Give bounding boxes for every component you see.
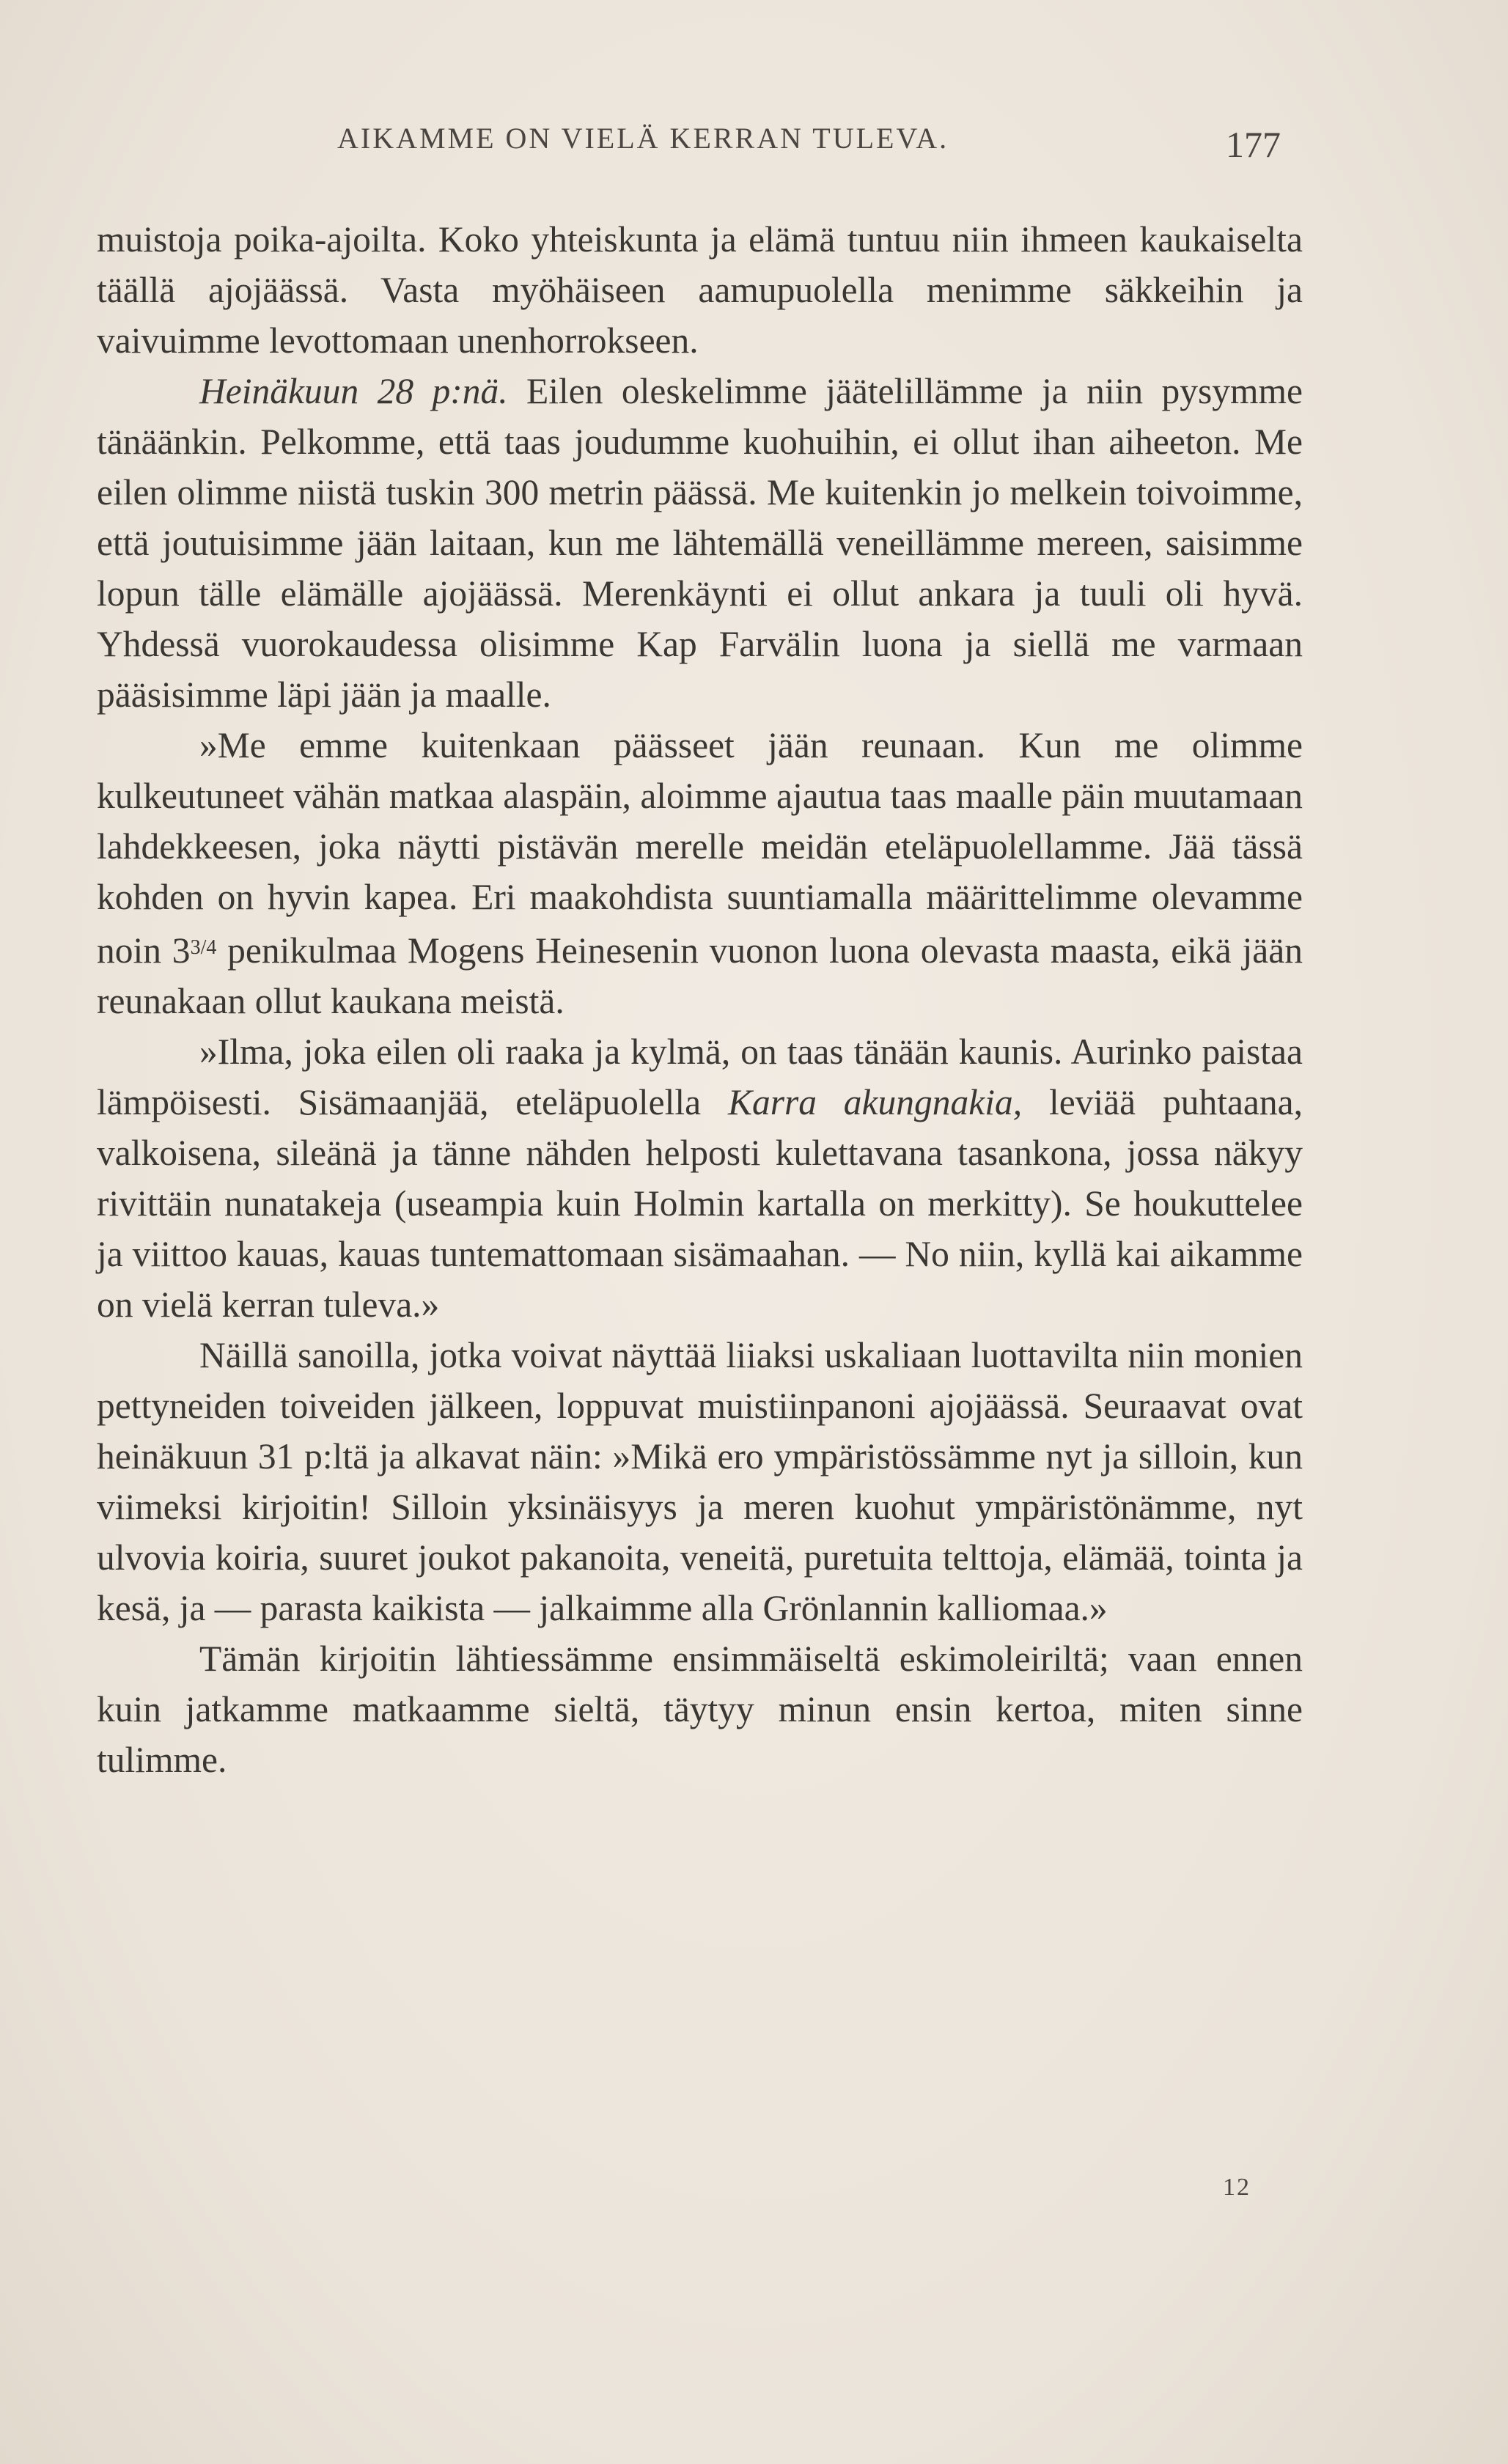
body-text [97,214,1303,1785]
page-number: 177 [1226,124,1281,165]
paragraph-4 [97,1026,1303,1330]
paragraph-1: muistoja poika-ajoilta. Koko yhteiskunta ja elämä tuntuu niin ihmeen kaukaiselta täällä ajojäässä. Vasta myöhäiseen aamupuolella menimme säkkeihin ja vaivuimme levottomaan unenhorrokseen. [97,219,1303,361]
paragraph-6: Tämän kirjoitin lähtiessämme ensimmäiseltä eskimoleiriltä; vaan ennen kuin jatkamme matkaamme sieltä, täytyy minun ensin kertoa, miten sinne tulimme. [97,1639,1303,1780]
paragraph-4-text-a: »Ilma, joka eilen oli raaka ja kylmä, on taas tänään kaunis. Aurinko paistaa lämpöisesti. Sisämaanjää, eteläpuolella [97,1031,1303,1122]
running-header: AIKAMME ON VIELÄ KERRAN TULEVA. [337,122,949,155]
signature-mark: 12 [1223,2174,1251,2201]
paragraph-2 [97,366,1303,720]
paragraph-2-text: Eilen oleskelimme jäätelillämme ja niin pysymme tänäänkin. Pelkomme, että taas joudumme kuohuihin, ei ollut ihan aiheeton. Me eilen olimme niistä tuskin 300 metrin päässä. Me kuitenkin jo melkein toivoimme, että joutuisimme jään laitaan, kun me lähtemällä veneillämme mereen, saisimme lopun tälle elämälle ajojäässä. Merenkäynti ei ollut ankara ja tuuli oli hyvä. Yhdessä vuorokaudessa olisimme Kap Farvälin luona ja siellä me varmaan pääsisimme läpi jään ja maalle. [97,371,1303,715]
date-heading: Heinäkuun 28 p:nä. [199,371,508,411]
paragraph-4-text-b: leviää puhtaana, valkoisena, sileänä ja tänne nähden helposti kulettavana tasankona, jossa näkyy rivittäin nunatakeja (useampia kuin Holmin kartalla on merkitty). Se houkuttelee ja viittoo kauas, kauas tuntemattomaan sisämaahan. — No niin, kyllä kai aikamme on vielä kerran tuleva.» [97,1082,1303,1325]
paragraph-3 [97,720,1303,1026]
paragraph-3-text-b: penikulmaa Mogens Heinesenin vuonon luona olevasta maasta, eikä jään reunakaan ollut kaukana meistä. [97,930,1303,1021]
fraction: 3/4 [190,936,217,959]
paragraph-5: Näillä sanoilla, jotka voivat näyttää liiaksi uskaliaan luottavilta niin monien pettyneiden toiveiden jälkeen, loppuvat muistiinpanoni ajojäässä. Seuraavat ovat heinäkuun 31 p:ltä ja alkavat näin: »Mikä ero ympäristössämme nyt ja silloin, kun viimeksi kirjoitin! Silloin yksinäisyys ja meren kuohut ympäristönämme, nyt ulvovia koiria, suuret joukot pakanoita, veneitä, puretuita telttoja, elämää, tointa ja kesä, ja — parasta kaikista — jalkaimme alla Grönlannin kalliomaa.» [97,1335,1303,1628]
place-name: Karra akungnakia, [727,1082,1023,1122]
paragraph-3-text-a: »Me emme kuitenkaan päässeet jään reunaan. Kun me olimme kulkeutuneet vähän matkaa alaspäin, aloimme ajautua taas maalle päin muutamaan lahdekkeesen, joka näytti pistävän merelle meidän eteläpuolellamme. Jää tässä kohden on hyvin kapea. Eri maakohdista suuntiamalla määrittelimme olevamme noin 3 [97,725,1303,971]
